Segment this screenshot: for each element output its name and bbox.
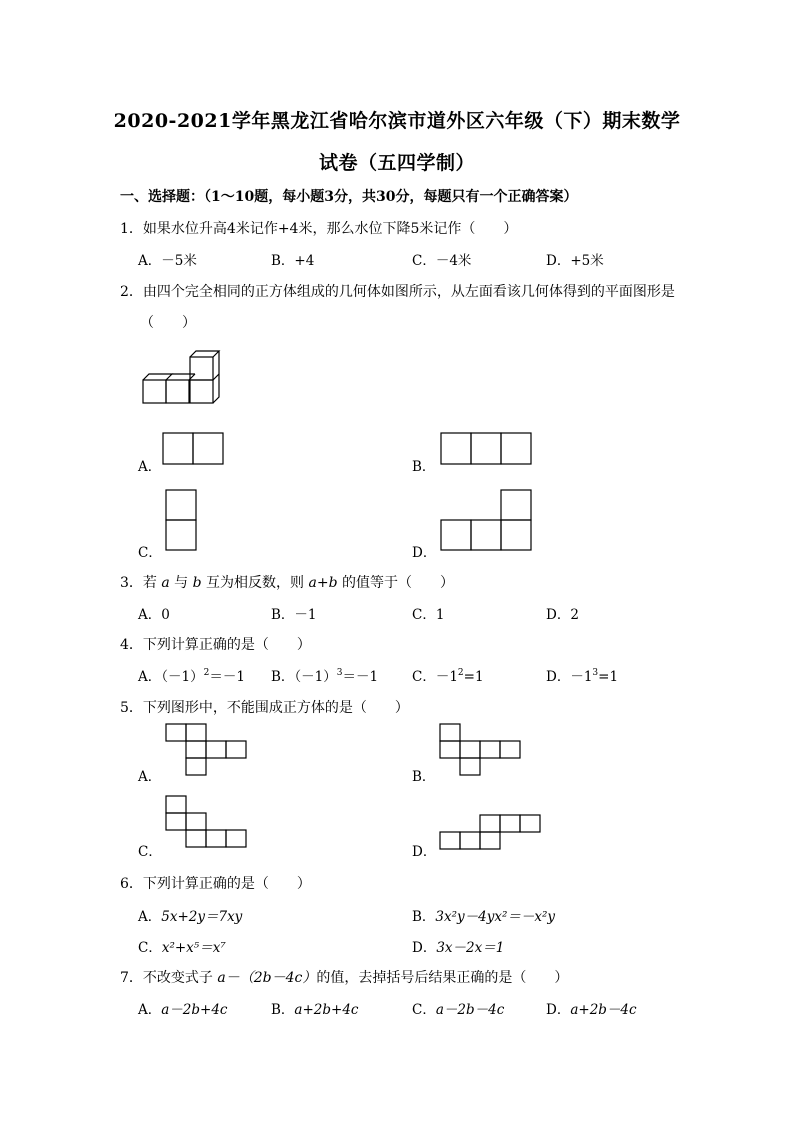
q5-option-a-net	[164, 722, 250, 777]
q2-option-d: D．	[412, 545, 437, 561]
paper-title-line1: 2020-2021学年黑龙江省哈尔滨市道外区六年级（下）期末数学	[113, 110, 681, 132]
q5-option-b-net	[438, 722, 524, 777]
q2-option-c-figure	[165, 489, 198, 552]
q4-option-d: D．$-1^3=1$	[546, 667, 619, 685]
q5-option-d-net	[438, 813, 544, 853]
q7-option-b: B．a+2b+4c	[271, 1002, 359, 1018]
q6-option-a: A．5x+2y＝7xy	[138, 909, 243, 925]
q1-option-b: B．+4	[271, 253, 315, 269]
question-2-stem: 2．由四个完全相同的正方体组成的几何体如图所示，从左面看该几何体得到的平面图形是	[120, 284, 675, 300]
question-2-stem-cont: （ ）	[140, 315, 196, 331]
q6-option-b: B．3x²y－4yx²＝－x²y	[412, 909, 556, 925]
q5-option-c: C．	[138, 844, 162, 860]
q3-option-b: B．－1	[271, 607, 317, 623]
q2-option-c: C．	[138, 545, 162, 561]
q2-option-a: A．	[138, 459, 162, 475]
q1-option-c: C．－4米	[412, 253, 472, 269]
q6-option-c: C．x²+x⁵＝x⁷	[138, 940, 226, 956]
q4-option-c: C．$-1^2=1$	[412, 667, 484, 685]
question-4-stem: 4．下列计算正确的是（ ）	[120, 637, 311, 653]
q2-option-b-figure	[440, 432, 533, 466]
question-3-stem: 3．若 a 与 b 互为相反数，则 a+b 的值等于（ ）	[120, 575, 454, 591]
q3-option-c: C．1	[412, 607, 445, 623]
paper-title-line2: 试卷（五四学制）	[318, 152, 475, 174]
q5-option-b: B．	[412, 769, 436, 785]
q2-option-a-figure	[162, 432, 224, 466]
q5-option-d: D．	[412, 844, 437, 860]
question-7-stem: 7．不改变式子 a－（2b－4c）的值，去掉括号后结果正确的是（ ）	[120, 970, 569, 986]
q5-option-a: A．	[138, 769, 162, 785]
q4-option-a: A．$(-1)^2=-1$	[138, 667, 245, 685]
q7-option-c: C．a－2b－4c	[412, 1002, 505, 1018]
q7-option-a: A．a－2b+4c	[138, 1002, 228, 1018]
q3-option-a: A．0	[138, 607, 170, 623]
question-6-stem: 6．下列计算正确的是（ ）	[120, 876, 311, 892]
q2-cube-solid-figure	[138, 346, 228, 408]
q2-option-d-figure	[440, 489, 533, 552]
question-5-stem: 5．下列图形中，不能围成正方体的是（ ）	[120, 700, 409, 716]
section-heading: 一、选择题：（1～10题，每小题3分，共30分，每题只有一个正确答案）	[120, 189, 578, 205]
q1-option-a: A．－5米	[138, 253, 197, 269]
q5-option-c-net	[164, 794, 250, 849]
q7-option-d: D．a+2b－4c	[546, 1002, 637, 1018]
q4-option-b: B．$(-1)^3=-1$	[271, 667, 379, 685]
q3-option-d: D．2	[546, 607, 579, 623]
q6-option-d: D．3x－2x＝1	[412, 940, 505, 956]
q1-option-d: D．+5米	[546, 253, 604, 269]
question-1-stem: 1．如果水位升高4米记作+4米，那么水位下降5米记作（ ）	[120, 221, 518, 237]
q2-option-b: B．	[412, 459, 436, 475]
